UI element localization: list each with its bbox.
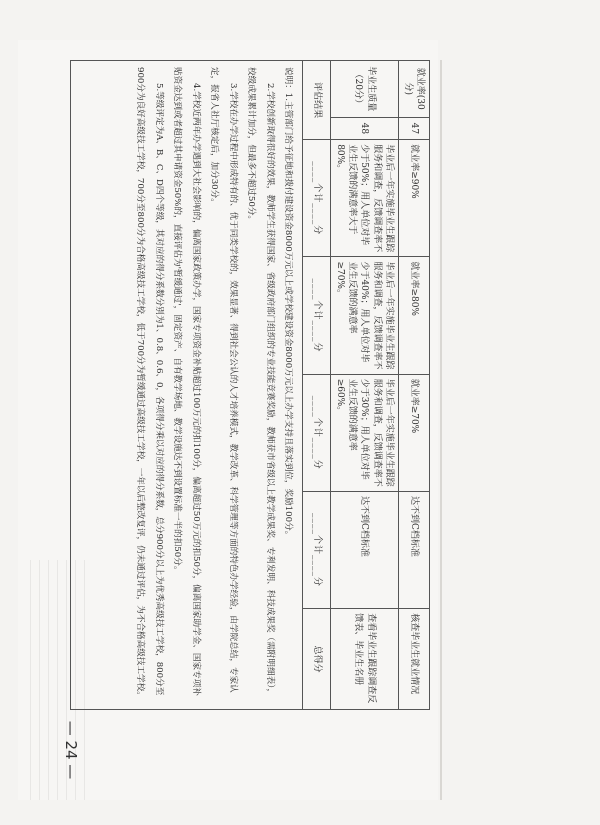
page-number: — 24 —	[62, 720, 80, 780]
grade-c-cell: 毕业后一年实施毕业生跟踪服务和调查，反馈调查率不少于30%；用人单位对毕业生反馈的满意率≥60%。	[331, 374, 399, 491]
subtotal-c: ____个计____分	[303, 374, 331, 491]
check-method-cell: 查看毕业生跟踪调查反馈表、毕业生名册	[331, 609, 399, 710]
note-5: 5.等级评定为A、B、C、D四个等级，其对应的得分系数分别为1、0.8、0.6、0，各项得分乘以对应的得分系数，总分900分以上为优秀高级技工学校，800分至900分为良好高级技工学校，700分至800分为合格高级技工学校，低于700分为暂缓通过高级技工学校，一年以后整改复评，仍未通过评估，为不合格高级技工学校。	[135, 67, 164, 700]
page-edge	[440, 60, 442, 800]
grade-b-cell: 毕业后一年实施毕业生跟踪服务和调查，反馈调查率不少于40%；用人单位对毕业生反馈的满意率≥70%。	[331, 257, 399, 374]
note-3: 3.学校在办学过程中形成特有的、优于同类学校的，效果显著、得到社会公认的人才培养模式，教学改革、科学管理等方面的特色办学经验，由学院总结，专家认定，报省人社厅核定后，加分30分。	[209, 67, 238, 693]
total-score: 总得分	[303, 609, 331, 710]
subtotal-b: ____个计____分	[303, 257, 331, 374]
grade-d-cell: 达不到C档标准	[398, 491, 429, 608]
grade-a-cell: 就业率≥90%	[398, 140, 429, 257]
item-cell: 毕业生质量（20分）	[331, 61, 399, 118]
grade-b-cell: 就业率≥80%	[398, 257, 429, 374]
table-row-employment	[398, 61, 429, 710]
number-cell: 48	[331, 117, 399, 140]
grade-d-cell: 达不到C档标准	[331, 491, 399, 608]
check-method-cell: 核查毕业生就业情况	[398, 609, 429, 710]
note-2: 2.学校创新取得很好的效果，教师学生获得国家、省级政府部门组织的专业技能竞赛奖励，教师获市省级以上教学成果奖、专利发明、科技成果奖（需附明细表），校级成果累计加分，但最多不超过50分。	[246, 67, 275, 698]
table-row-result	[303, 61, 331, 710]
table-row-quality	[331, 61, 399, 710]
note-4: 4.学校近两年办学遇到大社会影响的，偏离国家政策办学，国家专项资金补贴超过100万元的扣100分，偏离超过50万元的扣50分，偏离国家助学金、国家专项补贴资金达到或者超过其申请资金50%的，直接评估为'暂缓通过'，固定资产、自有教学场地、教学设施达不到设置标准一半的扣50分。	[172, 67, 201, 696]
item-cell: 就业率(30分)	[398, 61, 429, 118]
notes-block	[70, 60, 302, 710]
number-cell: 47	[398, 117, 429, 140]
subtotal-d: ____个计____分	[303, 491, 331, 608]
grade-a-cell: 毕业后一年实施毕业生跟踪服务和调查，反馈调查率不少于50%；用人单位对毕业生反馈的满意率大于80%。	[331, 140, 399, 257]
evaluation-table	[302, 60, 430, 710]
note-1: 说明：1.主管部门给予征地和拨付建设资金8000万元以上或学校建设资金8000万元以上办学支持且落实到位，奖励100分。	[283, 67, 294, 540]
rotated-content	[80, 60, 430, 710]
grade-c-cell: 就业率≥70%	[398, 374, 429, 491]
result-label: 评估结果	[303, 61, 331, 140]
subtotal-a: ____个计____分	[303, 140, 331, 257]
